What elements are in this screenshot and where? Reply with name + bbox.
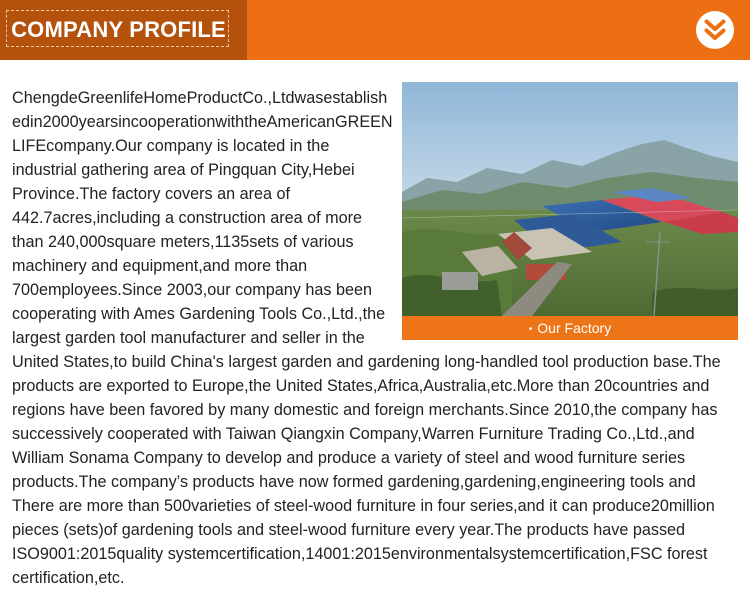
- factory-photo: [402, 82, 738, 316]
- chevron-double-down-icon[interactable]: [696, 11, 734, 49]
- title-frame: [6, 10, 229, 47]
- header-bar: [0, 0, 750, 60]
- page-title: COMPANY PROFILE: [11, 17, 226, 42]
- factory-figure: [402, 82, 738, 340]
- caption-text: Our Factory: [537, 320, 612, 336]
- profile-body-text: Our company is located in the industrial gathering area of Pingquan City,Hebei Province.The factory covers an area of 442.7acres,including a construction area of more than 240,000square meters,1135sets of various machinery and equipment,and more than 700employees.Since 2003,our company has been cooperating with Ames Gardening Tools Co.,Ltd.,the largest garden tool manufacturer and seller in the United States,to build China's largest garden and gardening long-handled tool production base.The products are exported to Europe,the United States,Africa,Australia,etc.More than 20countries and regions have been favored by many domestic and foreign merchants.Since 2010,the company has successively cooperated with Taiwan Qiangxin Company,Warren Furniture Trading Co.,Ltd.,and William Sonama Company to develop and produce a variety of steel and wood furniture series products.The company’s products have now formed gardening,gardening,engineering tools and There are more than 500varieties of steel-wood furniture in four series,and it can produce20million pieces (sets)of gardening tools and steel-wood furniture every year.The products have passed ISO9001:2015quality systemcertification,14001:2015environmentalsystemcertification,FSC forest certification,etc.: [12, 137, 721, 587]
- caption-bullet: •: [528, 324, 533, 335]
- profile-lead-text: ChengdeGreenlifeHomeProductCo.,Ltdwasestablishedin2000yearsincooperationwiththeAmericanGREENLIFEcompany.: [12, 89, 393, 155]
- photo-caption: [402, 316, 738, 340]
- title-box: [0, 0, 247, 60]
- profile-content: [12, 86, 738, 590]
